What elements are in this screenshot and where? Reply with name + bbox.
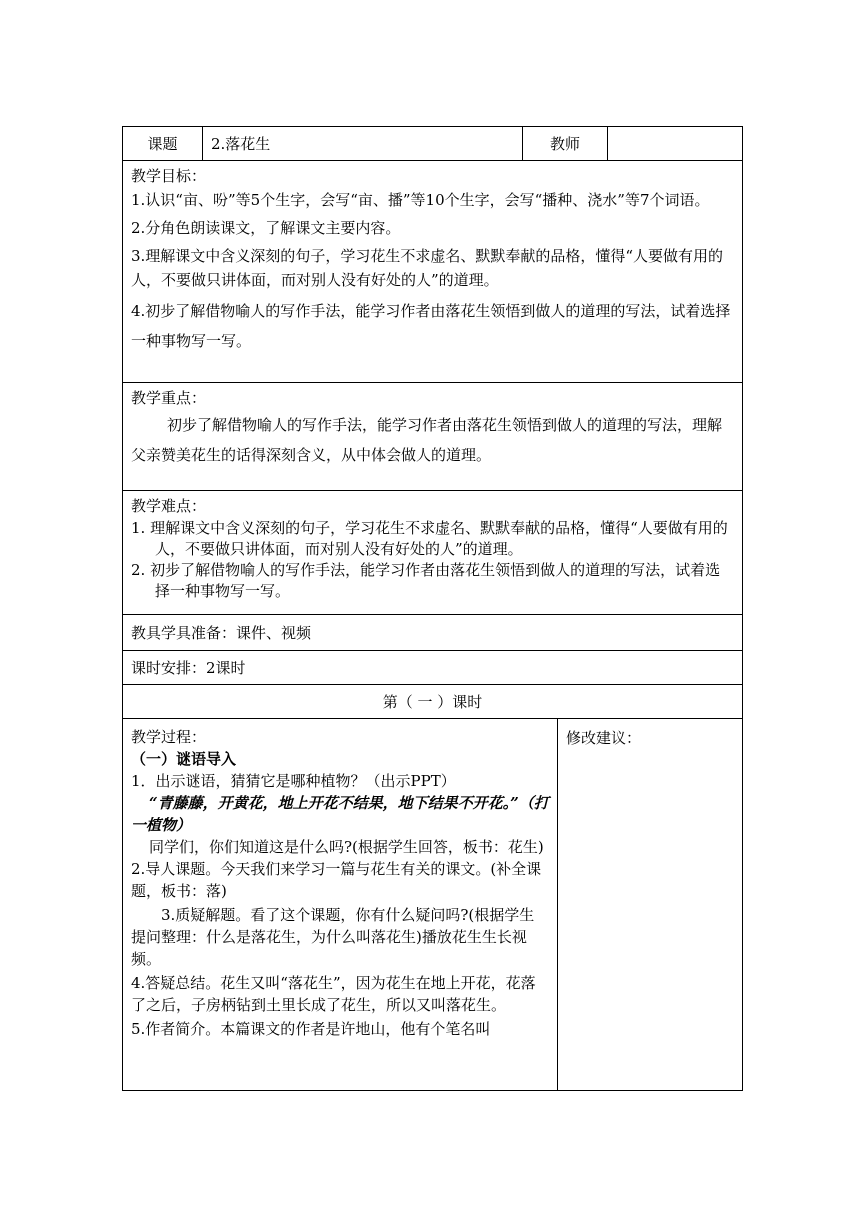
- period-cell: 第（ 一 ）课时: [123, 685, 743, 719]
- suggestions-cell: [558, 719, 743, 1091]
- process-step: 5.作者简介。本篇课文的作者是许地山，他有个笔名叫: [131, 1020, 491, 1038]
- header-row: [123, 127, 743, 161]
- materials-row: [123, 615, 743, 651]
- schedule-row: [123, 651, 743, 685]
- difficulty-item: 1. 理解课文中含义深刻的句子，学习花生不求虚名、默默奉献的品格，懂得“人要做有用的人，不要做只讲体面，而对别人没有好处的人”的道理。: [131, 519, 728, 558]
- process-title: 教学过程：: [131, 728, 207, 746]
- difficulties-cell: [123, 491, 743, 615]
- key-points-text: 初步了解借物喻人的写作手法，能学习作者由落花生领悟到做人的道理的写法，理解父亲赞美花生的话得深刻含义，从中体会做人的道理。: [131, 416, 723, 464]
- lesson-plan-table: [122, 126, 743, 1091]
- materials-cell: 教具学具准备：课件、视频: [123, 615, 743, 651]
- process-step: 3.质疑解题。看了这个课题，你有什么疑问吗?(根据学生提问整理：什么是落花生，为什么叫落花生)播放花生生长视频。: [131, 906, 535, 968]
- riddle-text: “青藤藤，开黄花，地上开花不结果，地下结果不开花。”（打一植物）: [131, 794, 549, 834]
- key-points-row: [123, 383, 743, 491]
- suggestions-title: 修改建议：: [566, 729, 642, 747]
- goal-item: 2.分角色朗读课文，了解课文主要内容。: [131, 219, 401, 237]
- schedule-cell: 课时安排：2课时: [123, 651, 743, 685]
- goals-cell: [123, 161, 743, 383]
- process-step-note: 同学们，你们知道这是什么吗?(根据学生回答，板书：花生): [149, 838, 544, 856]
- process-step: 1．出示谜语，猜猜它是哪种植物？（出示PPT）: [131, 772, 456, 790]
- difficulty-item: 2. 初步了解借物喻人的写作手法，能学习作者由落花生领悟到做人的道理的写法，试着选择一种事物写一写。: [131, 561, 721, 600]
- goals-title: 教学目标：: [131, 167, 207, 185]
- teacher-label: 教师: [523, 127, 608, 161]
- process-cell: [123, 719, 558, 1091]
- teacher-value: [608, 127, 743, 161]
- subject-label: 课题: [123, 127, 203, 161]
- process-row: [123, 719, 743, 1091]
- subject-value: 2.落花生: [203, 127, 523, 161]
- section-heading: （一）谜语导入: [131, 750, 237, 768]
- goals-row: [123, 161, 743, 383]
- goal-item: 1.认识“亩、吩”等5个生字，会写“亩、播”等10个生字，会写“播种、浇水”等7个词语。: [131, 191, 710, 209]
- process-step: 4.答疑总结。花生又叫“落花生”，因为花生在地上开花，花落了之后，子房柄钻到土里长成了花生，所以又叫落花生。: [131, 974, 536, 1014]
- process-step: 2.导人课题。今天我们来学习一篇与花生有关的课文。(补全课题，板书：落): [131, 860, 542, 900]
- goal-item: 4.初步了解借物喻人的写作手法，能学习作者由落花生领悟到做人的道理的写法，试着选择一种事物写一写。: [131, 302, 731, 350]
- period-row: [123, 685, 743, 719]
- key-points-cell: [123, 383, 743, 491]
- goal-item: 3.理解课文中含义深刻的句子，学习花生不求虚名、默默奉献的品格，懂得“人要做有用的人，不要做只讲体面，而对别人没有好处的人”的道理。: [131, 247, 723, 289]
- difficulties-title: 教学难点：: [131, 497, 207, 515]
- key-points-title: 教学重点：: [131, 389, 207, 407]
- difficulties-row: [123, 491, 743, 615]
